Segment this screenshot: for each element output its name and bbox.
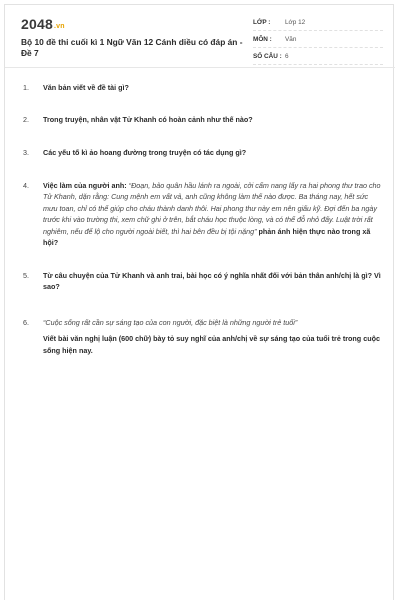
question-3 xyxy=(23,147,383,158)
question-6 xyxy=(23,317,383,356)
question-text: Từ câu chuyện của Tử Khanh và anh trai, bài học có ý nghĩa nhất đối với bản thân anh/chị là gì? Vì sao? xyxy=(43,271,381,292)
question-text: Các yếu tố kì ảo hoang đường trong truyện có tác dụng gì? xyxy=(43,148,247,157)
meta-value: Lớp 12 xyxy=(285,18,306,26)
question-number: 1. xyxy=(23,83,29,92)
question-number: 5. xyxy=(23,271,29,280)
logo-main: 2048 xyxy=(21,16,53,32)
document-sheet xyxy=(4,4,394,600)
question-quote: “Cuộc sống rất cần sự sáng tạo của con người, đặc biệt là những người trẻ tuổi” xyxy=(43,318,298,327)
question-2 xyxy=(23,114,383,125)
meta-value: 6 xyxy=(285,52,289,60)
question-text: phản ánh hiện thực nào trong xã hội? xyxy=(43,226,371,248)
meta-row-subject xyxy=(253,31,383,48)
meta-value: Văn xyxy=(285,35,297,43)
question-number: 6. xyxy=(23,318,29,327)
question-4 xyxy=(23,180,383,248)
meta-row-class xyxy=(253,14,383,31)
meta-key: SỐ CÂU : xyxy=(253,52,282,60)
question-quote: “Đoạn, bảo quân hầu lánh ra ngoài, cởi cẩm nang lấy ra hai phong thư trao cho Tử Khanh, dặn rằng: Cung mệnh em vất vả, anh cũng không làm thế nào được. Ba tháng nay, hết sức mưu toan, chỉ có thể giúp cho cháu thành danh thôi. Hai phong thư này em nên giấu kỹ. Đợi đến ba ngày trước khi vào trường thi, xem chữ ghi ở trên, bắt cháu học thuộc lòng, và có thể đỗ nhỏ đấy. Luật trời rất nghiêm, nếu để lộ cho người ngoài biết, thì hai bên đều bị tội nặng” xyxy=(43,181,381,236)
question-number: 2. xyxy=(23,115,29,124)
document-header xyxy=(5,5,395,68)
question-text: Trong truyện, nhân vật Tử Khanh có hoàn cảnh như thế nào? xyxy=(43,115,253,124)
meta-row-question-count xyxy=(253,48,383,65)
meta-key: MÔN : xyxy=(253,35,272,43)
logo-tld: .vn xyxy=(53,23,65,30)
question-number: 4. xyxy=(23,181,29,190)
question-lead: Việc làm của người anh: xyxy=(43,181,129,190)
question-5 xyxy=(23,270,383,293)
question-text: Viết bài văn nghị luận (600 chữ) bày tỏ suy nghĩ của anh/chị về sự sáng tạo của tuổi trẻ trong cuộc sống hiện nay. xyxy=(43,334,380,355)
question-number: 3. xyxy=(23,148,29,157)
meta-key: LỚP : xyxy=(253,18,271,26)
page-title: Bộ 10 đề thi cuối kì 1 Ngữ Văn 12 Cánh diều có đáp án - Đề 7 xyxy=(21,37,243,58)
meta-table xyxy=(253,14,383,65)
site-logo[interactable] xyxy=(21,16,65,32)
question-1 xyxy=(23,82,383,93)
question-text: Văn bản viết về đề tài gì? xyxy=(43,83,129,92)
